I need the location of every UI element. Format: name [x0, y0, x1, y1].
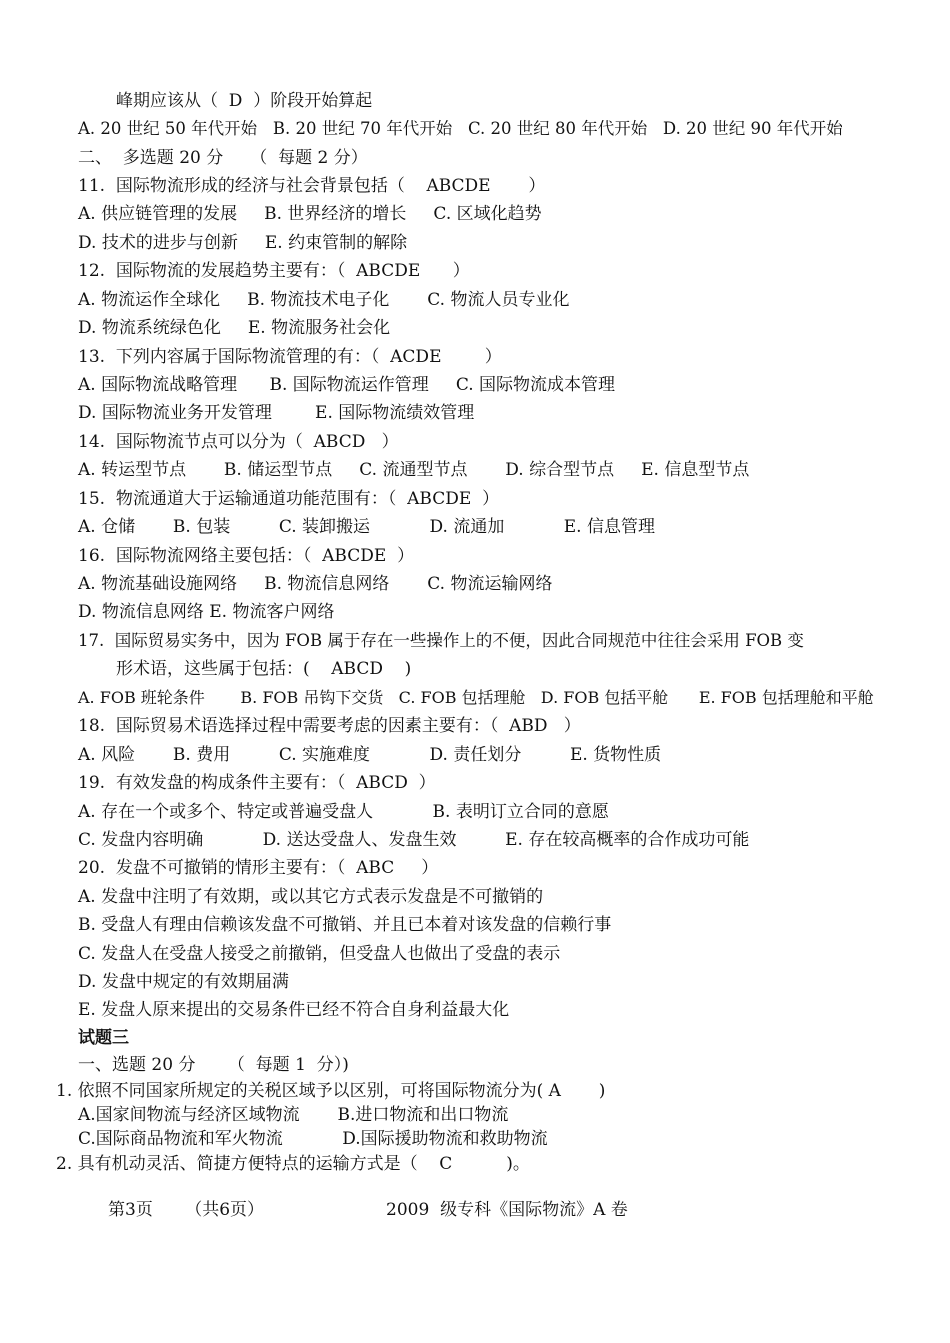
section-multiple-choice-heading: 二、 多选题 20 分 （ 每题 2 分） — [78, 148, 368, 168]
question-11-options-b: D. 技术的进步与创新 E. 约束管制的解除 — [78, 233, 408, 253]
question-17-continuation: 形术语，这些属于包括：( ABCD ) — [116, 659, 412, 679]
q10-continuation: 峰期应该从（ D ）阶段开始算起 — [116, 91, 373, 111]
question-20-option-c: C. 发盘人在受盘人接受之前撤销，但受盘人也做出了受盘的表示 — [78, 944, 561, 964]
question-19: 19. 有效发盘的构成条件主要有：（ ABCD ） — [78, 773, 436, 793]
question-16: 16. 国际物流网络主要包括：（ ABCDE ） — [78, 546, 415, 566]
section-single-choice-heading: 一、选题 20 分 （ 每题 1 分）) — [78, 1055, 349, 1075]
question-11-options-a: A. 供应链管理的发展 B. 世界经济的增长 C. 区域化趋势 — [78, 204, 542, 224]
question-2: 2. 具有机动灵活、简捷方便特点的运输方式是（ C )。 — [56, 1154, 530, 1174]
question-1-options-b: C.国际商品物流和军火物流 D.国际援助物流和救助物流 — [78, 1129, 548, 1149]
question-13: 13. 下列内容属于国际物流管理的有：（ ACDE ） — [78, 347, 502, 367]
question-16-options-b: D. 物流信息网络 E. 物流客户网络 — [78, 602, 335, 622]
question-1: 1. 依照不同国家所规定的关税区域予以区别，可将国际物流分为( A ) — [56, 1081, 606, 1101]
question-20: 20. 发盘不可撤销的情形主要有：（ ABC ） — [78, 858, 439, 878]
question-12-options-a: A. 物流运作全球化 B. 物流技术电子化 C. 物流人员专业化 — [78, 290, 570, 310]
question-20-option-a: A. 发盘中注明了有效期，或以其它方式表示发盘是不可撤销的 — [78, 887, 544, 907]
question-17: 17. 国际贸易实务中，因为 FOB 属于存在一些操作上的不便，因此合同规范中往往会采用 FOB 变 — [78, 631, 804, 650]
question-20-option-d: D. 发盘中规定的有效期届满 — [78, 972, 289, 992]
q10-options: A. 20 世纪 50 年代开始 B. 20 世纪 70 年代开始 C. 20 世纪 80 年代开始 D. 20 世纪 90 年代开始 — [78, 119, 843, 138]
question-18: 18. 国际贸易术语选择过程中需要考虑的因素主要有：（ ABD ） — [78, 716, 581, 736]
question-19-options-a: A. 存在一个或多个、特定或普遍受盘人 B. 表明订立合同的意愿 — [78, 802, 609, 822]
footer-course-title: 2009 级专科《国际物流》A 卷 — [386, 1200, 628, 1220]
question-17-options: A. FOB 班轮条件 B. FOB 吊钩下交货 C. FOB 包括理舱 D. FOB 包括平舱 E. FOB 包括理舱和平舱 — [78, 688, 874, 707]
question-13-options-b: D. 国际物流业务开发管理 E. 国际物流绩效管理 — [78, 403, 475, 423]
question-13-options-a: A. 国际物流战略管理 B. 国际物流运作管理 C. 国际物流成本管理 — [78, 375, 616, 395]
question-16-options-a: A. 物流基础设施网络 B. 物流信息网络 C. 物流运输网络 — [78, 574, 553, 594]
question-14-options: A. 转运型节点 B. 储运型节点 C. 流通型节点 D. 综合型节点 E. 信息型节点 — [78, 460, 750, 480]
footer-page-number: 第3页 （共6页） — [108, 1200, 265, 1220]
question-15: 15. 物流通道大于运输通道功能范围有：（ ABCDE ） — [78, 489, 500, 509]
question-12-options-b: D. 物流系统绿色化 E. 物流服务社会化 — [78, 318, 391, 338]
question-15-options: A. 仓储 B. 包装 C. 装卸搬运 D. 流通加 E. 信息管理 — [78, 517, 655, 537]
question-1-options-a: A.国家间物流与经济区域物流 B.进口物流和出口物流 — [78, 1105, 509, 1125]
question-20-option-b: B. 受盘人有理由信赖该发盘不可撤销、并且已本着对该发盘的信赖行事 — [78, 915, 612, 935]
question-12: 12. 国际物流的发展趋势主要有：（ ABCDE ） — [78, 261, 470, 281]
question-19-options-b: C. 发盘内容明确 D. 送达受盘人、发盘生效 E. 存在较高概率的合作成功可能 — [78, 830, 750, 850]
exam-three-heading: 试题三 — [78, 1028, 129, 1048]
question-11: 11. 国际物流形成的经济与社会背景包括（ ABCDE ） — [78, 176, 546, 196]
question-18-options: A. 风险 B. 费用 C. 实施难度 D. 责任划分 E. 货物性质 — [78, 745, 662, 765]
question-20-option-e: E. 发盘人原来提出的交易条件已经不符合自身利益最大化 — [78, 1000, 510, 1020]
question-14: 14. 国际物流节点可以分为（ ABCD ） — [78, 432, 399, 452]
